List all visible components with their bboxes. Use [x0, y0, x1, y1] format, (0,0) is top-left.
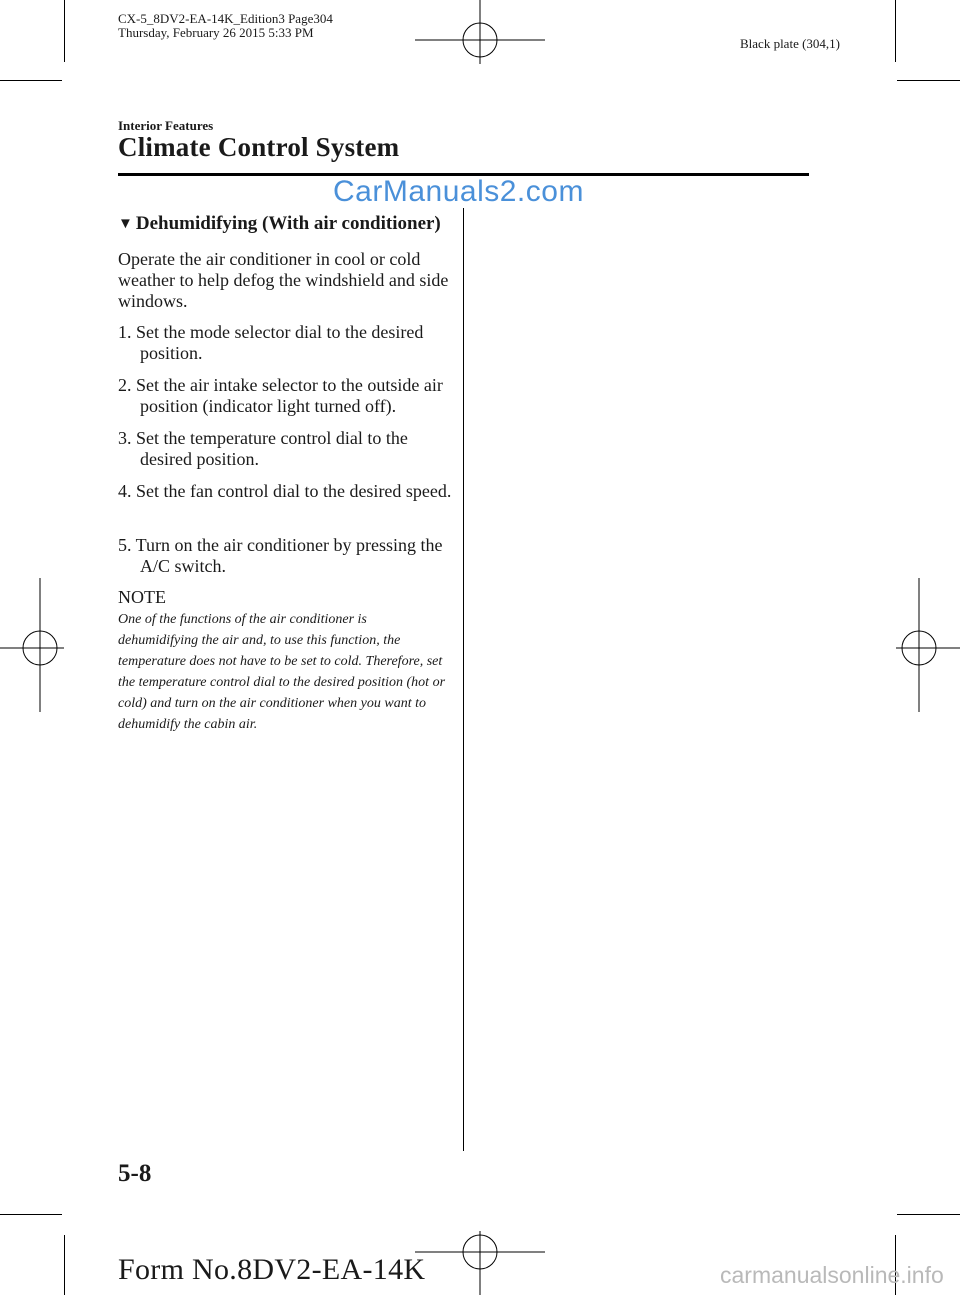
note-heading: NOTE [118, 587, 166, 607]
note-text: One of the functions of the air conditioner is dehumidifying the air and, to use this function, the temperature does not have to be set to cold. Therefore, set the temperature control dial to the desired position (hot or cold) and turn on the air conditioner when you want to dehumidify the cabin air. [118, 612, 446, 732]
registration-mark-top [410, 0, 550, 70]
form-number: Form No.8DV2-EA-14K [118, 1253, 426, 1286]
print-date-line: Thursday, February 26 2015 5:33 PM [118, 25, 314, 40]
print-file-line: CX-5_8DV2-EA-14K_Edition3 Page304 [118, 11, 333, 26]
plate-label: Black plate (304,1) [740, 36, 840, 51]
registration-mark-left [0, 578, 70, 718]
registration-mark-bottom [410, 1225, 550, 1295]
list-item: 5. Turn on the air conditioner by pressing the A/C switch. [118, 535, 443, 576]
intro-paragraph: Operate the air conditioner in cool or cold weather to help defog the windshield and side windows. [118, 249, 449, 311]
watermark: CarManuals2.com [333, 175, 584, 208]
page-title: Climate Control System [118, 132, 400, 162]
section-label: Interior Features [118, 118, 214, 133]
triangle-icon: ▼ [118, 216, 133, 232]
list-item: 2. Set the air intake selector to the outside air position (indicator light turned off). [118, 375, 443, 416]
site-watermark: carmanualsonline.info [720, 1262, 944, 1288]
list-item: 4. Set the fan control dial to the desired speed. [118, 481, 452, 501]
list-item: 1. Set the mode selector dial to the desired position. [118, 322, 424, 363]
column-divider [463, 208, 464, 1151]
list-item: 3. Set the temperature control dial to the desired position. [118, 428, 408, 469]
subheading [118, 213, 441, 235]
registration-mark-right [890, 578, 960, 718]
subheading-text: Dehumidifying (With air conditioner) [135, 213, 441, 234]
page-number: 5-8 [118, 1160, 152, 1187]
